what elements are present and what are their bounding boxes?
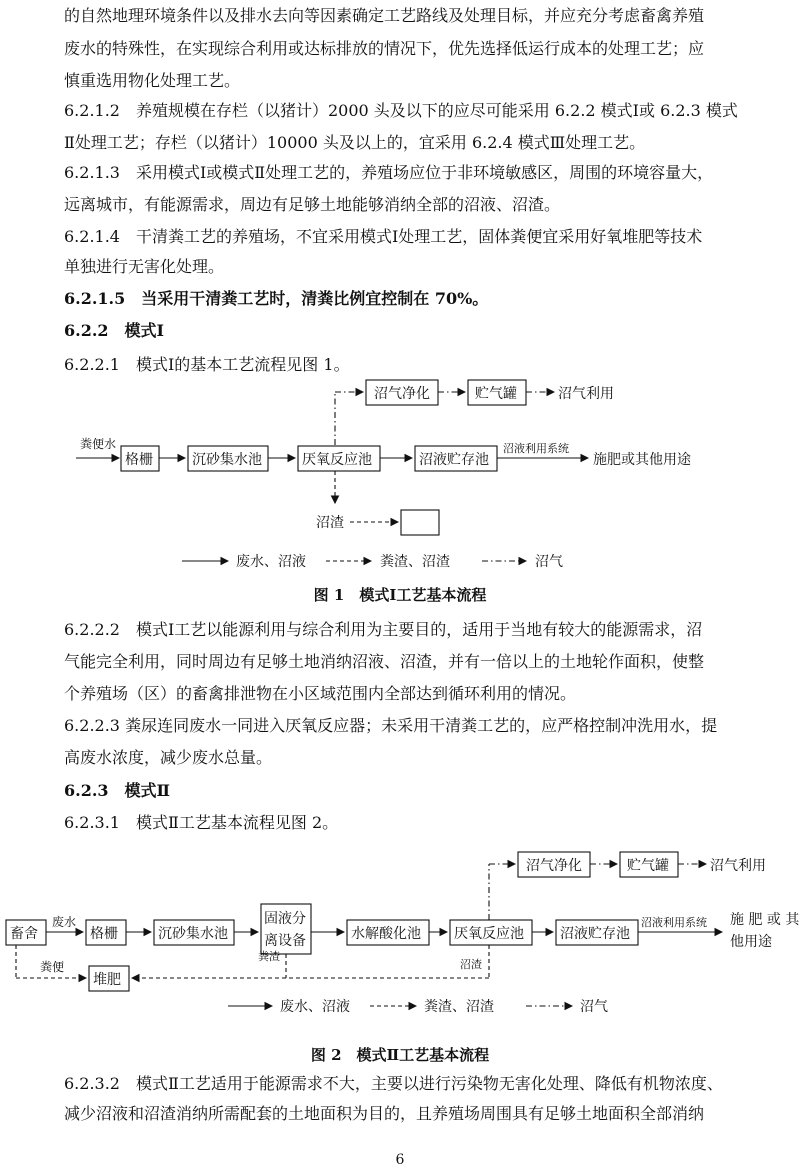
text-line: 6.2.2.3 粪尿连同废水一同进入厌氧反应器；未采用干清粪工艺的，应严格控制冲洗用水，提 (64, 716, 718, 735)
fig2-label: 沼气净化 (526, 858, 582, 874)
fig2-label: 堆肥 (93, 972, 121, 988)
legend-solid: 废水、沼液 (236, 554, 306, 570)
fig2-label: 格栅 (90, 926, 118, 942)
fig2-label: 沉砂集水池 (158, 926, 228, 942)
fig2-label: 离设备 (264, 933, 306, 949)
legend-solid: 废水、沼液 (280, 999, 350, 1015)
text-line: 的自然地理环境条件以及排水去向等因素确定工艺路线及处理目标，并应充分考虑畜禽养殖 (64, 6, 705, 25)
figure-1-caption: 图 1 模式Ⅰ工艺基本流程 (313, 586, 487, 604)
fig1-end-label: 施肥或其他用途 (593, 452, 691, 468)
section-heading: 6.2.2 模式Ⅰ (64, 321, 165, 340)
text-line: 减少沼液和沼渣消纳所需配套的土地面积为目的，且养殖场周围具有足够土地面积全部消纳 (64, 1104, 705, 1123)
text-line: 个养殖场（区）的畜禽排泄物在小区域范围内全部达到循环利用的情况。 (64, 684, 577, 703)
text-line: 高废水浓度，减少废水总量。 (64, 748, 273, 767)
figure-1-flowchart (0, 370, 800, 580)
section-heading: 6.2.3 模式Ⅱ (64, 781, 171, 800)
fig2-waste-label: 废水 (52, 915, 77, 929)
text-line: 单独进行无害化处理。 (64, 257, 225, 276)
legend-dashdot: 沼气 (580, 999, 608, 1015)
fig2-end-label: 他用途 (730, 934, 772, 950)
text-line: 6.2.3.1 模式Ⅱ工艺基本流程见图 2。 (64, 813, 339, 832)
fig1-label: 沼气净化 (374, 386, 430, 402)
fig2-end-label: 施 肥 或 其 (730, 912, 800, 928)
text-line: 6.2.2.2 模式Ⅰ工艺以能源利用与综合利用为主要目的，适用于当地有较大的能源需求，沼 (64, 620, 703, 639)
text-line: 慎重选用物化处理工艺。 (64, 71, 241, 90)
text-line: 6.2.1.2 养殖规模在存栏（以猪计）2000 头及以下的应尽可能采用 6.2.2 模式Ⅰ或 6.2.3 模式 (64, 101, 738, 120)
fig2-label: 畜舍 (10, 926, 38, 942)
fig2-label: 贮气罐 (627, 858, 669, 874)
fig1-residue-label: 沼渣 (316, 515, 344, 531)
fig1-label: 贮气罐 (475, 386, 517, 402)
fig2-label: 厌氧反应池 (454, 926, 524, 942)
text-line: 6.2.1.3 采用模式Ⅰ或模式Ⅱ处理工艺的，养殖场应位于非环境敏感区，周围的环境容量大， (64, 163, 714, 182)
text-line: 6.2.2.1 模式Ⅰ的基本工艺流程见图 1。 (64, 355, 350, 374)
fig2-gas-end: 沼气利用 (710, 858, 766, 874)
legend-dash: 粪渣、沼渣 (380, 554, 450, 570)
text-line: 6.2.1.5 当采用干清粪工艺时，清粪比例宜控制在 70%。 (64, 289, 489, 308)
fig1-gas-end: 沼气利用 (558, 386, 614, 402)
fig1-outlet-label: 沼液利用系统 (503, 442, 569, 455)
fig1-label: 格栅 (125, 452, 153, 468)
fig2-label: 水解酸化池 (351, 926, 421, 942)
figure-2-flowchart (0, 842, 800, 1032)
legend-dash: 粪渣、沼渣 (424, 999, 494, 1015)
text-line: 废水的特殊性，在实现综合利用或达标排放的情况下，优先选择低运行成本的处理工艺；应 (64, 39, 705, 58)
fig1-input-label: 粪便水 (80, 437, 117, 451)
fig1-box-compost (401, 510, 439, 535)
text-line: 气能完全利用，同时周边有足够土地消纳沼液、沼渣，并有一倍以上的土地轮作面积，使整 (64, 652, 705, 671)
fig2-label: 沼液贮存池 (560, 926, 630, 942)
fig1-label: 沉砂集水池 (192, 452, 262, 468)
fig1-label: 厌氧反应池 (302, 452, 372, 468)
fig1-label: 沼液贮存池 (419, 452, 489, 468)
fig2-sludge-label: 粪渣 (258, 950, 280, 963)
fig2-label: 固液分 (264, 911, 306, 927)
text-line: 远离城市，有能源需求，周边有足够土地能够消纳全部的沼液、沼渣。 (64, 195, 561, 214)
text-line: Ⅱ处理工艺；存栏（以猪计）10000 头及以上的，宜采用 6.2.4 模式Ⅲ处理工艺。 (64, 133, 646, 152)
text-line: 6.2.3.2 模式Ⅱ工艺适用于能源需求不大，主要以进行污染物无害化处理、降低有机物浓度、 (64, 1074, 723, 1093)
figure-2-caption: 图 2 模式Ⅱ工艺基本流程 (310, 1046, 490, 1064)
page-number: 6 (395, 1152, 405, 1168)
fig2-manure-label: 粪便 (40, 960, 65, 974)
fig2-outlet-label: 沼液利用系统 (641, 916, 707, 929)
legend-dashdot: 沼气 (535, 554, 563, 570)
fig2-residue-label: 沼渣 (460, 958, 482, 971)
text-line: 6.2.1.4 干清粪工艺的养殖场，不宜采用模式Ⅰ处理工艺，固体粪便宜采用好氧堆肥等技术 (64, 227, 703, 246)
